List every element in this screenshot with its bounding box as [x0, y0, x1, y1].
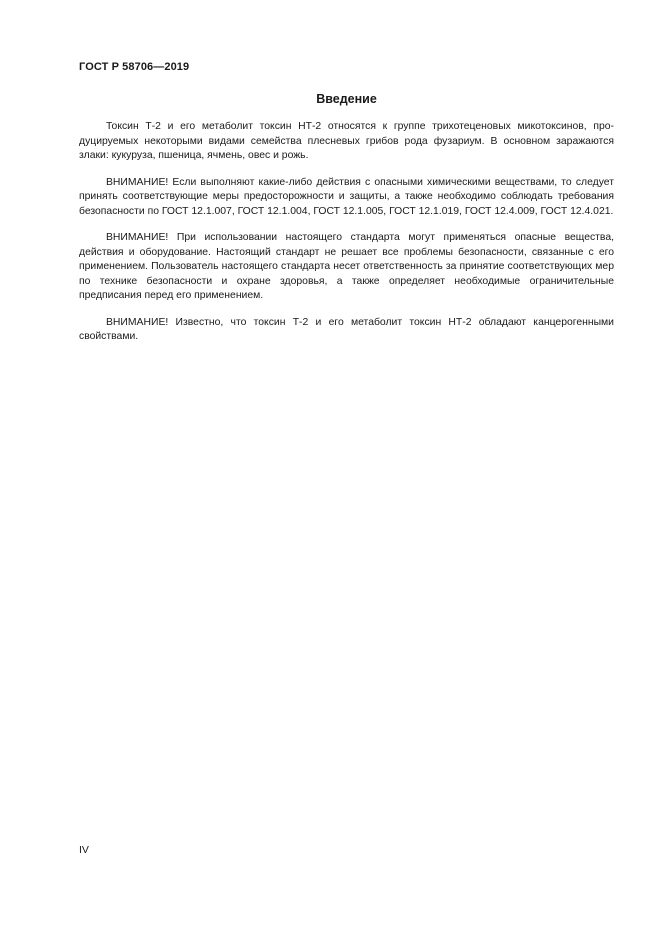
- paragraph-warning-chemicals: ВНИМАНИЕ! Если выполняют какие-либо действия с опасными химическими веществами, то следует принять соответствующие меры предосторожности и защиты, а также необходимо соблюдать требования безопасности по ГОСТ 12.1.007, ГОСТ 12.1.004, ГОСТ 12.1.005, ГОСТ 12.1.019, ГОСТ 12.4.009, ГОСТ 12.4.021.: [79, 176, 614, 217]
- document-body: [79, 120, 614, 357]
- paragraph-warning-carcinogenic: ВНИМАНИЕ! Известно, что токсин Т-2 и его метаболит токсин НТ-2 обладают канцерогенными свойствами.: [79, 316, 614, 342]
- paragraph-warning-safety: ВНИМАНИЕ! При использовании настоящего стандарта могут применяться опасные вещества, действия и оборудование. Настоящий стандарт не решает все проблемы безопасности, связанные с его применением. Пользователь настоящего стандарта несет ответственность за принятие соответствующих мер по технике безопасности и охране здоровья, а также определяет необходимые ограничительные предписания перед его применением.: [79, 232, 614, 301]
- document-id: ГОСТ Р 58706—2019: [79, 61, 190, 73]
- section-title: Введение: [316, 92, 377, 106]
- paragraph-intro: Токсин Т-2 и его метаболит токсин НТ-2 относятся к группе трихотеценовых микотоксинов, продуцируемых некоторыми видами семейства плесневых грибов рода фузариум. В основном заражаются злаки: кукуруза, пшеница, ячмень, овес и рожь.: [79, 121, 614, 161]
- page-number: IV: [79, 844, 89, 856]
